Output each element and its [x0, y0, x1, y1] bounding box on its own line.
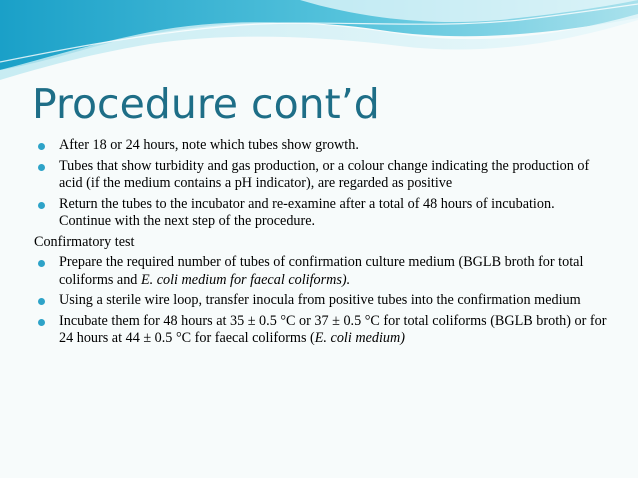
bullet-dot-icon	[38, 319, 45, 326]
bullet-dot-icon	[38, 202, 45, 209]
bullet-dot-icon	[38, 260, 45, 267]
bullet-text-italic: E. coli medium for faecal coliforms).	[140, 271, 351, 288]
bullet-dot-icon	[38, 298, 45, 305]
header-wave-decoration	[0, 0, 638, 80]
bullet-dot-icon	[38, 143, 45, 150]
bullet-dot-icon	[38, 164, 45, 171]
bullet-text: After 18 or 24 hours, note which tubes show growth.	[59, 137, 359, 153]
bullet-item	[38, 313, 608, 348]
bullet-text: Prepare the required number of tubes of confirmation culture medium (BGLB broth for total coliforms and	[59, 254, 584, 288]
bullet-item	[38, 254, 608, 289]
bullet-text: Using a sterile wire loop, transfer inocula from positive tubes into the confirmation medium	[59, 292, 581, 308]
bullet-item	[38, 196, 608, 231]
bullet-item	[38, 292, 608, 310]
bullet-text-italic: E. coli medium)	[314, 330, 405, 346]
bullet-text: Incubate them for 48 hours at 35 ± 0.5 °C or 37 ± 0.5 °C for total coliforms (BGLB broth) or for 24 hours at 44 ± 0.5 °C for faecal coliforms (	[59, 312, 607, 346]
slide-content	[34, 137, 608, 351]
slide-title: Procedure cont’d	[32, 80, 380, 128]
bullet-item	[38, 137, 608, 155]
section-heading-text: Confirmatory test	[34, 233, 135, 250]
bullet-text: Tubes that show turbidity and gas production, or a colour change indicating the production of acid (if the medium contains a pH indicator), are regarded as positive	[59, 157, 590, 191]
section-heading	[34, 234, 608, 252]
bullet-item	[38, 158, 608, 193]
bullet-text: Return the tubes to the incubator and re-examine after a total of 48 hours of incubation. Continue with the next step of the procedure.	[59, 195, 555, 229]
